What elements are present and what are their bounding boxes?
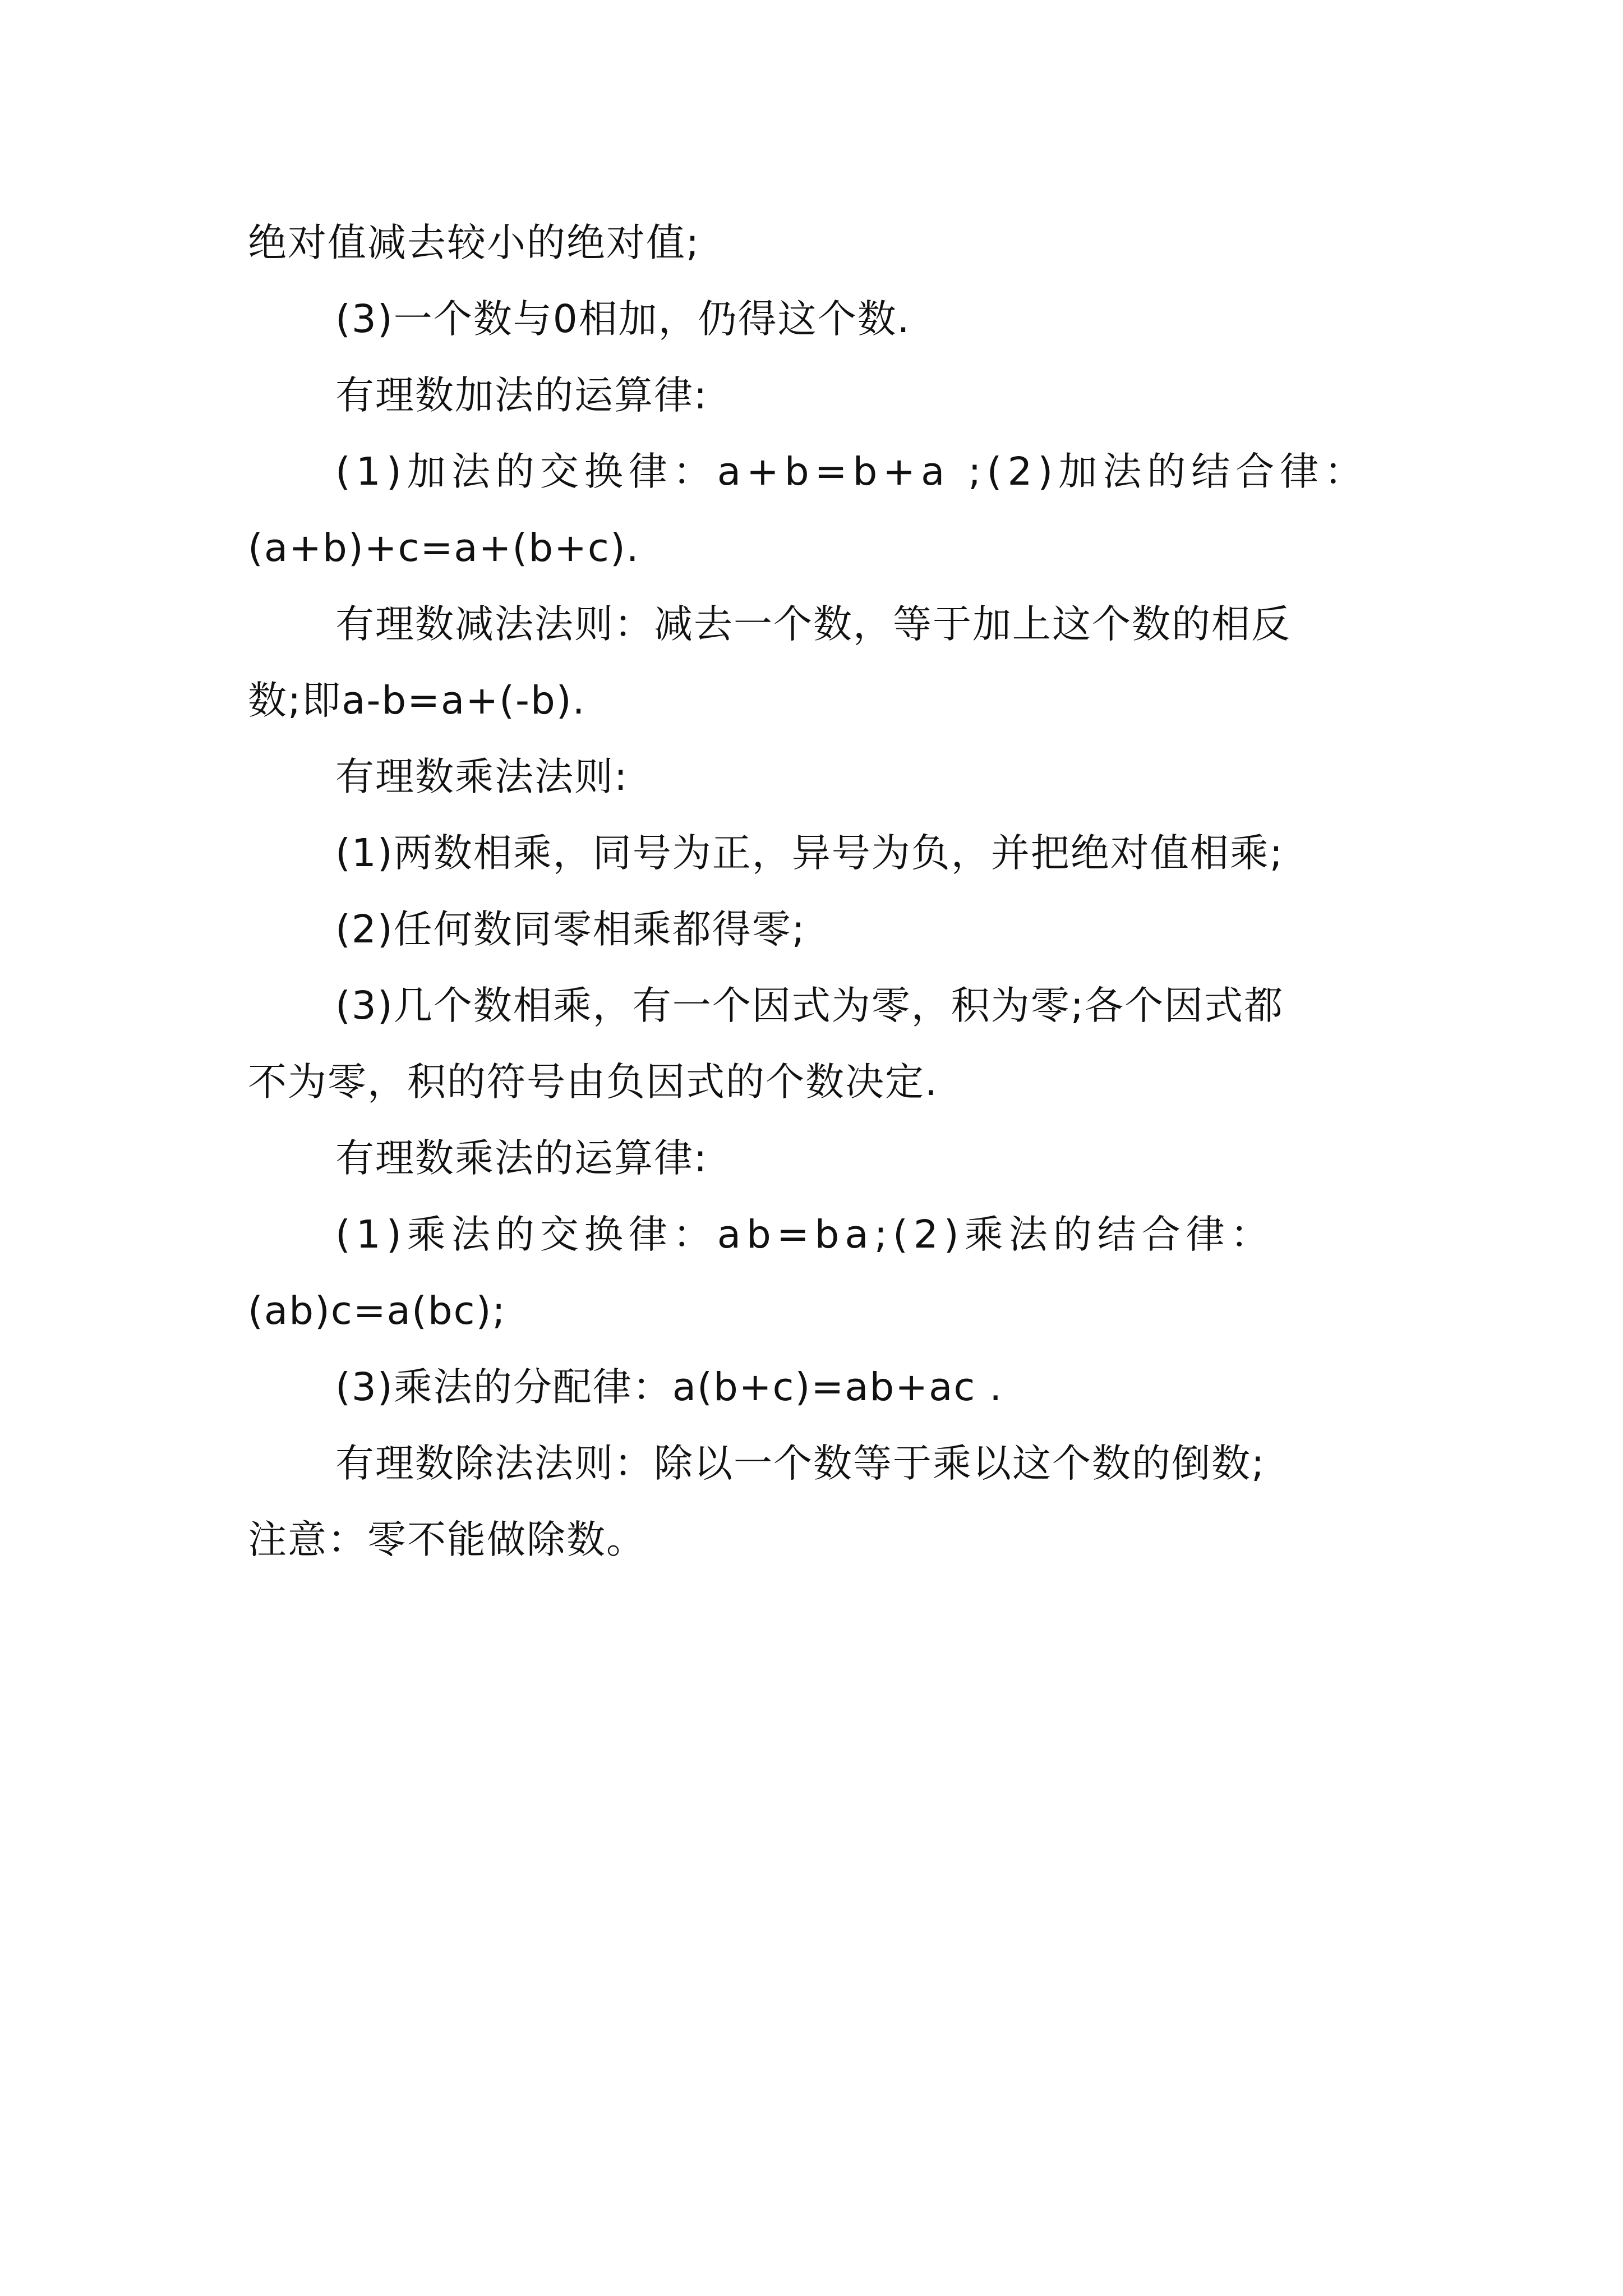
text-line: (1)乘法的交换律：ab=ba;(2)乘法的结合律： (335, 1212, 1275, 1257)
text-line: 有理数减法法则：减去一个数，等于加上这个数的相反 (335, 602, 1291, 647)
text-line: 数;即a-b=a+(-b). (248, 678, 586, 723)
text-line: (2)任何数同零相乘都得零; (335, 907, 806, 952)
text-line: 有理数除法法则：除以一个数等于乘以这个数的倒数; (335, 1441, 1266, 1486)
text-line: (3)一个数与0相加，仍得这个数. (335, 297, 911, 342)
text-line: (3)乘法的分配律：a(b+c)=ab+ac . (335, 1365, 1003, 1410)
text-line: (a+b)+c=a+(b+c). (248, 526, 640, 570)
text-line: (3)几个数相乘，有一个因式为零，积为零;各个因式都 (335, 983, 1284, 1028)
section-heading: 有理数加法的运算律: (335, 373, 708, 418)
section-heading: 有理数乘法的运算律: (335, 1136, 708, 1181)
text-line: 不为零，积的符号由负因式的个数决定. (248, 1060, 938, 1105)
text-line: (ab)c=a(bc); (248, 1289, 506, 1333)
section-heading: 有理数乘法法则: (335, 754, 629, 799)
text-line: (1)两数相乘，同号为正，异号为负，并把绝对值相乘; (335, 831, 1284, 876)
text-line: (1)加法的交换律：a+b=b+a ;(2)加法的结合律： (335, 449, 1369, 494)
document-body (248, 205, 1387, 1578)
text-line: 绝对值减去较小的绝对值; (248, 220, 700, 265)
text-line: 注意：零不能做除数。 (248, 1517, 646, 1562)
